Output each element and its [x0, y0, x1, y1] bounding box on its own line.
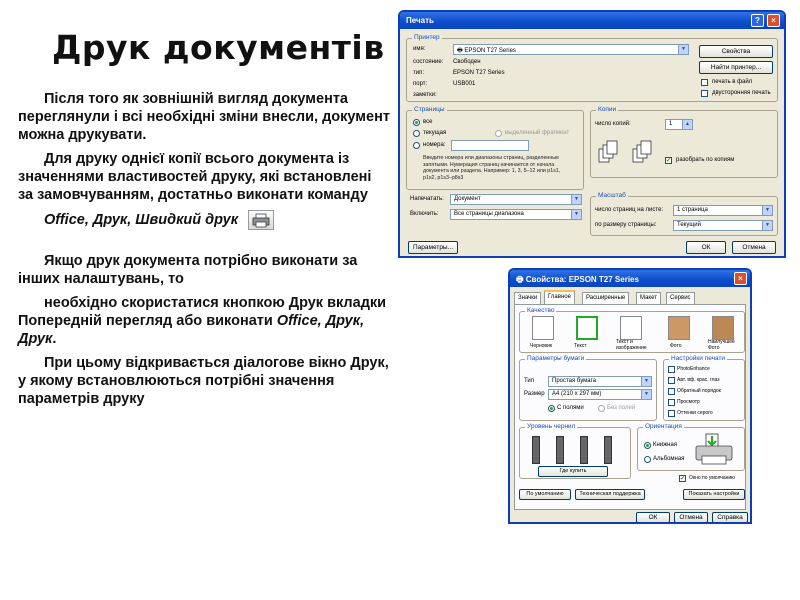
port-value: USB001	[453, 81, 476, 87]
collate-icon	[597, 135, 677, 173]
printer-icon: 🖶	[457, 48, 465, 54]
paragraph: Після того як зовнішній вигляд документа переглянули і всі необхідні зміни внесли, документ можна друкувати.	[18, 91, 390, 143]
quality-option[interactable]: Фото	[670, 343, 682, 349]
dialog-titlebar	[400, 12, 784, 29]
dialog-titlebar	[510, 270, 750, 287]
chevron-down-icon: ▼	[762, 206, 772, 215]
spinner-icon[interactable]: ▲	[682, 120, 692, 129]
zoom-group	[590, 192, 778, 236]
name-label: имя:	[413, 46, 426, 52]
where-to-buy-button[interactable]: Где купить	[538, 466, 608, 477]
copies-label: число копий:	[595, 121, 631, 127]
ink-level-bar	[556, 436, 564, 464]
ok-button[interactable]: ОК	[636, 512, 670, 523]
settings-label: PhotoEnhance	[677, 366, 710, 372]
quality-option[interactable]: Наилучшее Фото	[708, 339, 735, 351]
pages-range-radio[interactable]	[413, 142, 420, 149]
quality-option[interactable]: Текст	[574, 343, 587, 349]
cancel-button[interactable]: Отмена	[732, 241, 776, 254]
command-path: Office, Друк, Швидкий друк	[44, 211, 239, 228]
scale-label: по размеру страницы:	[595, 222, 657, 228]
copies-value: 1	[669, 121, 673, 127]
paper-size-value: A4 (210 x 297 мм)	[552, 391, 602, 397]
paragraph	[18, 294, 390, 348]
paper-size-select[interactable]	[548, 389, 652, 400]
group-label: Качество	[527, 307, 555, 314]
paper-group	[519, 355, 657, 421]
paragraph: Якщо друк документа потрібно виконати за інших налаштувань, то	[18, 253, 358, 287]
close-button[interactable]: ×	[734, 272, 747, 285]
chevron-down-icon: ▼	[762, 221, 772, 230]
command-text	[18, 210, 390, 230]
settings-label: Авт. вф. крас. глаз	[677, 377, 720, 383]
show-window-checkbox[interactable]: ✔	[680, 476, 686, 482]
properties-dialog	[508, 268, 752, 524]
show-window-label: Окно по умолчанию	[689, 475, 735, 481]
print-dialog	[398, 10, 786, 258]
ink-level-bar	[604, 436, 612, 464]
show-settings-button[interactable]: Показать настройки	[683, 489, 745, 500]
find-printer-button[interactable]: Найти принтер...	[699, 61, 773, 74]
photo-icon	[668, 316, 690, 340]
paragraph-text: .	[52, 331, 57, 347]
tab-advanced[interactable]: Расширенные	[582, 292, 629, 304]
paper-type-select[interactable]	[548, 376, 652, 387]
printer-icon	[252, 213, 270, 228]
settings-label: Оттенки серого	[677, 410, 713, 416]
chevron-down-icon: ▼	[641, 390, 651, 399]
paper-type-value: Простая бумага	[552, 378, 597, 384]
settings-label: Обратный порядок	[677, 388, 721, 394]
print-what-select[interactable]	[450, 194, 582, 205]
collate-label: разобрать по копиям	[676, 157, 735, 163]
settings-checkbox[interactable]	[668, 388, 675, 395]
orientation-group	[637, 423, 745, 471]
group-label: Страницы	[414, 106, 445, 113]
best-photo-icon	[712, 316, 734, 340]
printer-orientation-icon	[692, 432, 736, 466]
duplex-checkbox[interactable]	[701, 90, 708, 97]
text-icon	[576, 316, 598, 340]
landscape-radio[interactable]	[644, 456, 651, 463]
print-settings-group	[663, 355, 745, 421]
include-value: Все страницы диапазона	[454, 211, 524, 217]
printer-group	[406, 34, 778, 102]
selection-radio	[495, 130, 502, 137]
paragraph-text: необхідно скористатися кнопкою Друк вкладки Попередній перегляд або виконати	[18, 295, 387, 329]
paper-size-label: Размер	[524, 391, 545, 397]
group-label: Уровень чернил	[527, 423, 576, 430]
ink-level-bar	[532, 436, 540, 464]
scale-value: Текущий	[677, 222, 701, 228]
pages-hint: Введите номера или диапазоны страниц, разделенные запятыми. Нумерация страниц начинается от начала документа или раздела. Например: 1, 3, 5–12 или p1s1, p1s2, p1s3–p8s3	[423, 155, 561, 181]
paragraph: При цьому відкривається діалогове вікно Друк, у якому встановлюються потрібні значення параметрів друку	[18, 355, 389, 407]
pages-per-sheet-value: 1 страница	[677, 207, 708, 213]
pages-current-label: текущая	[423, 130, 447, 136]
with-margins-label: С полями	[557, 405, 584, 411]
settings-checkbox[interactable]	[668, 366, 675, 373]
chevron-down-icon: ▼	[571, 195, 581, 204]
group-label: Настройки печати	[671, 355, 726, 362]
defaults-button[interactable]: По умолчанию	[519, 489, 571, 500]
command-path: Office, Друк, Друк	[18, 313, 365, 347]
close-button[interactable]: ×	[767, 14, 780, 27]
print-to-file-checkbox[interactable]	[701, 79, 708, 86]
pages-per-sheet-select[interactable]	[673, 205, 773, 216]
copies-group	[590, 106, 778, 178]
paper-type-label: Тип	[524, 378, 535, 384]
type-label: тип:	[413, 70, 425, 76]
pages-range-input[interactable]	[451, 140, 529, 151]
help-button[interactable]: Справка	[712, 512, 748, 523]
quality-group	[519, 307, 745, 353]
ink-level-bar	[580, 436, 588, 464]
paragraph: Для друку однієї копії всього документа із значеннями властивостей друку, які встановлені за замовчуванням, достатньо виконати команду	[18, 151, 372, 203]
chevron-down-icon: ▼	[641, 377, 651, 386]
copies-input[interactable]	[665, 119, 693, 130]
tab-service[interactable]: Сервис	[666, 292, 695, 304]
group-label: Принтер	[414, 34, 440, 41]
dialog-title: Свойства: EPSON T27 Series	[525, 275, 639, 284]
selection-label: выделенный фрагмент	[505, 130, 570, 136]
notes-label: заметки:	[413, 92, 437, 98]
quick-print-button[interactable]	[248, 210, 274, 230]
printer-name-value: EPSON T27 Series	[464, 48, 516, 54]
tab-main[interactable]: Главное	[544, 290, 575, 304]
type-value: EPSON T27 Series	[453, 70, 505, 76]
portrait-radio[interactable]	[644, 442, 651, 449]
tab-panel	[514, 304, 746, 510]
group-label: Ориентация	[645, 423, 682, 430]
pages-current-radio[interactable]	[413, 130, 420, 137]
include-select[interactable]	[450, 209, 582, 220]
tab-layout[interactable]: Макет	[636, 292, 661, 304]
text-image-icon	[620, 316, 642, 340]
pages-all-label: все	[423, 119, 433, 125]
chevron-down-icon: ▼	[678, 45, 688, 54]
quality-option[interactable]: Текст и изображение	[616, 339, 647, 351]
page-title: Друк документів	[52, 28, 385, 67]
borderless-radio	[598, 405, 605, 412]
duplex-label: двусторонняя печать	[712, 90, 771, 96]
borderless-label: Без полей	[607, 405, 636, 411]
status-value: Свободен	[453, 59, 481, 65]
print-to-file-label: печать в файл	[712, 79, 753, 85]
collate-checkbox[interactable]: ✔	[666, 158, 672, 164]
quality-option[interactable]: Черновик	[530, 343, 553, 349]
print-what-value: Документ	[454, 196, 481, 202]
properties-button[interactable]: Свойства	[699, 45, 773, 58]
pages-per-sheet-label: число страниц на листе:	[595, 207, 664, 213]
ink-group	[519, 423, 631, 479]
portrait-label: Книжная	[653, 442, 678, 448]
settings-checkbox[interactable]	[668, 377, 675, 384]
slide-body	[18, 90, 390, 414]
group-label: Копии	[598, 106, 617, 113]
port-label: порт:	[413, 81, 428, 87]
chevron-down-icon: ▼	[571, 210, 581, 219]
landscape-label: Альбомная	[653, 456, 685, 462]
options-button[interactable]: Параметры...	[408, 241, 458, 254]
cancel-button[interactable]: Отмена	[674, 512, 708, 523]
status-label: состояние:	[413, 59, 444, 65]
help-button[interactable]: ?	[751, 14, 764, 27]
include-label: Включить:	[410, 211, 439, 217]
draft-icon	[532, 316, 554, 340]
settings-checkbox[interactable]	[668, 399, 675, 406]
tab-icons[interactable]: Значки	[514, 292, 541, 304]
pages-range-label: номера:	[423, 142, 446, 148]
printer-icon: 🖶	[516, 275, 526, 284]
print-what-label: Напечатать:	[410, 196, 444, 202]
group-label: Параметры бумаги	[527, 355, 585, 362]
settings-checkbox[interactable]	[668, 410, 675, 417]
with-margins-radio[interactable]	[548, 405, 555, 412]
group-label: Масштаб	[598, 192, 626, 199]
printer-name-select[interactable]	[453, 44, 689, 55]
dialog-title: Печать	[406, 16, 434, 25]
pages-all-radio[interactable]	[413, 119, 420, 126]
settings-label: Просмотр	[677, 399, 700, 405]
pages-group	[406, 106, 584, 190]
scale-select[interactable]	[673, 220, 773, 231]
ok-button[interactable]: ОК	[686, 241, 726, 254]
support-button[interactable]: Техническая поддержка	[575, 489, 645, 500]
